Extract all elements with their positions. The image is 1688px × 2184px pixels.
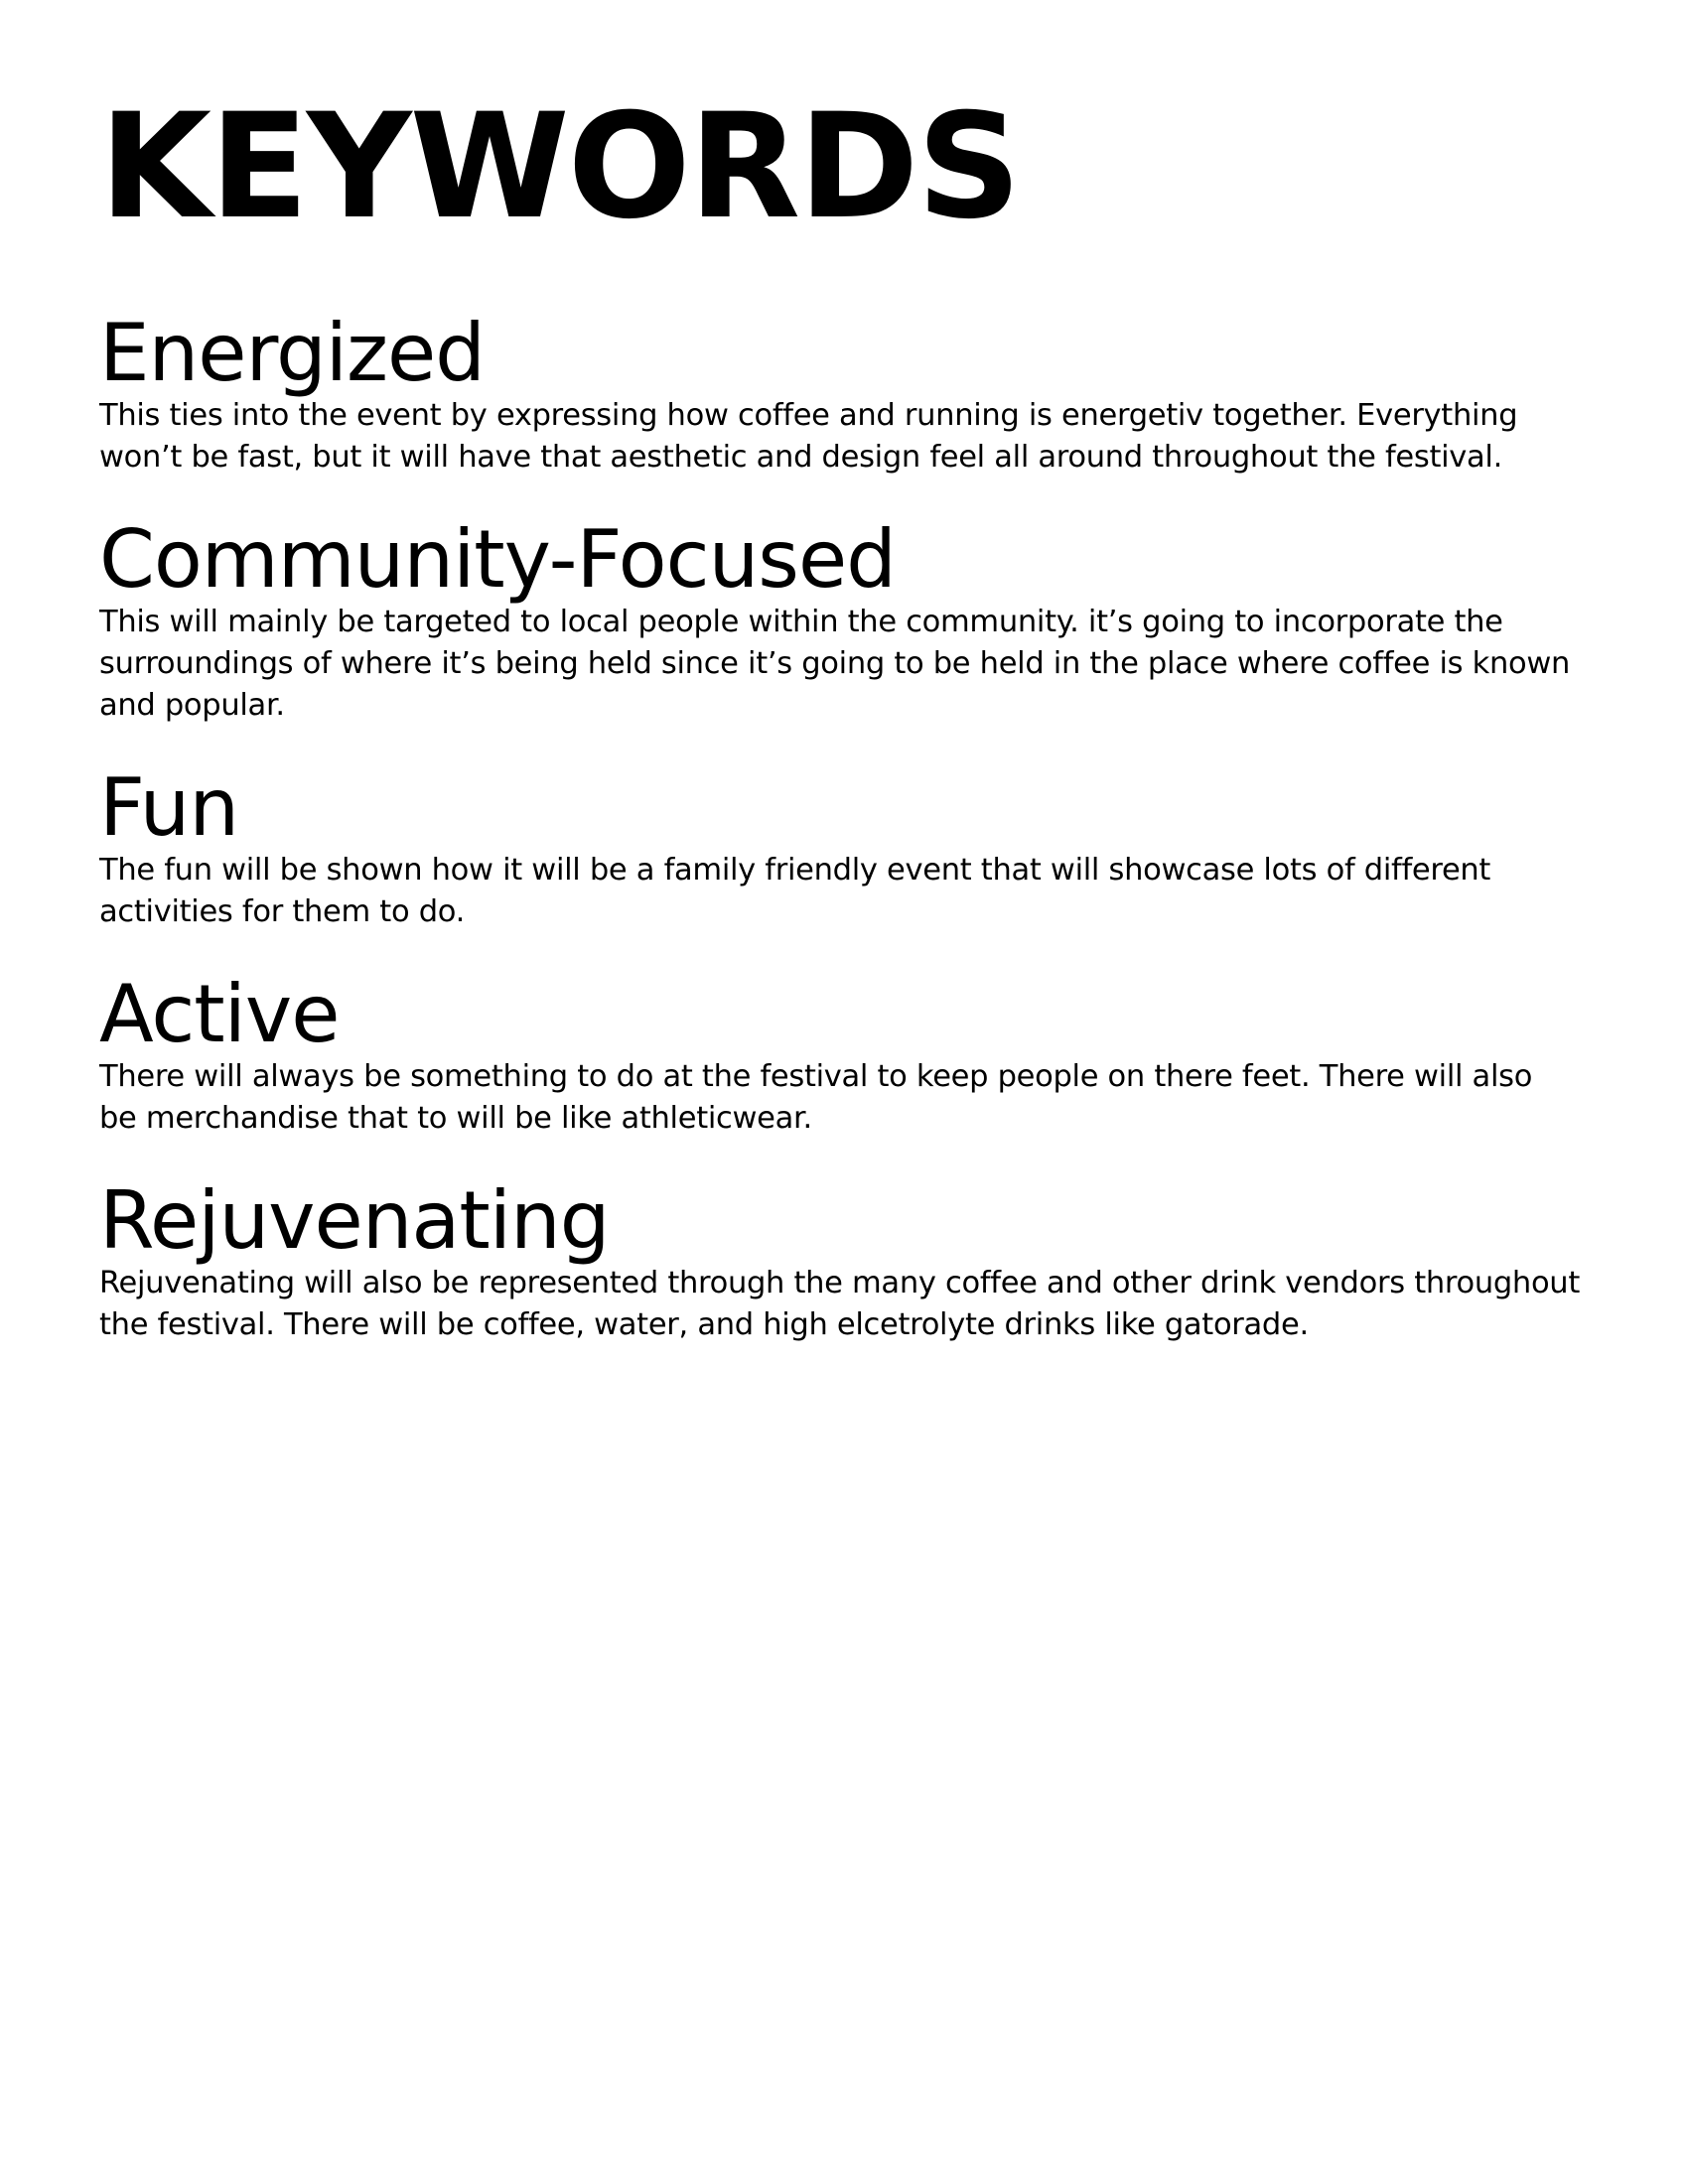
keyword-section-active bbox=[99, 968, 1609, 1140]
description-line: and popular. bbox=[99, 688, 285, 723]
keyword-section-energized bbox=[99, 307, 1609, 478]
description-line: Rejuvenating will also be represented through the many coffee and other drink vendors throughout bbox=[99, 1266, 1580, 1300]
keyword-description bbox=[99, 1056, 1609, 1140]
keyword-heading: Rejuvenating bbox=[99, 1174, 610, 1267]
keyword-section-fun bbox=[99, 761, 1609, 933]
keyword-description bbox=[99, 395, 1609, 478]
description-line: the festival. There will be coffee, water, and high elcetrolyte drinks like gatorade. bbox=[99, 1307, 1309, 1342]
description-line: This will mainly be targeted to local people within the community. it’s going to incorporate the bbox=[99, 605, 1503, 639]
keyword-heading: Community-Focused bbox=[99, 513, 896, 606]
description-line: won’t be fast, but it will have that aesthetic and design feel all around throughout the festival. bbox=[99, 440, 1502, 475]
keyword-description bbox=[99, 1263, 1609, 1346]
description-line: surroundings of where it’s being held since it’s going to be held in the place where coffee is known bbox=[99, 646, 1571, 681]
keyword-section-rejuvenating bbox=[99, 1174, 1609, 1346]
keyword-description bbox=[99, 850, 1609, 933]
description-line: This ties into the event by expressing how coffee and running is energetiv together. Everything bbox=[99, 398, 1518, 433]
description-line: be merchandise that to will be like athleticwear. bbox=[99, 1101, 812, 1136]
description-line: The fun will be shown how it will be a family friendly event that will showcase lots of different bbox=[99, 853, 1491, 887]
keyword-heading: Active bbox=[99, 968, 340, 1060]
description-line: activities for them to do. bbox=[99, 894, 465, 929]
keyword-section-community-focused bbox=[99, 513, 1609, 727]
keyword-description bbox=[99, 602, 1609, 727]
description-line: There will always be something to do at the festival to keep people on there feet. There will also bbox=[99, 1059, 1533, 1094]
keyword-heading: Fun bbox=[99, 761, 239, 854]
page-title: KEYWORDS bbox=[99, 82, 1020, 251]
keyword-heading: Energized bbox=[99, 307, 485, 399]
